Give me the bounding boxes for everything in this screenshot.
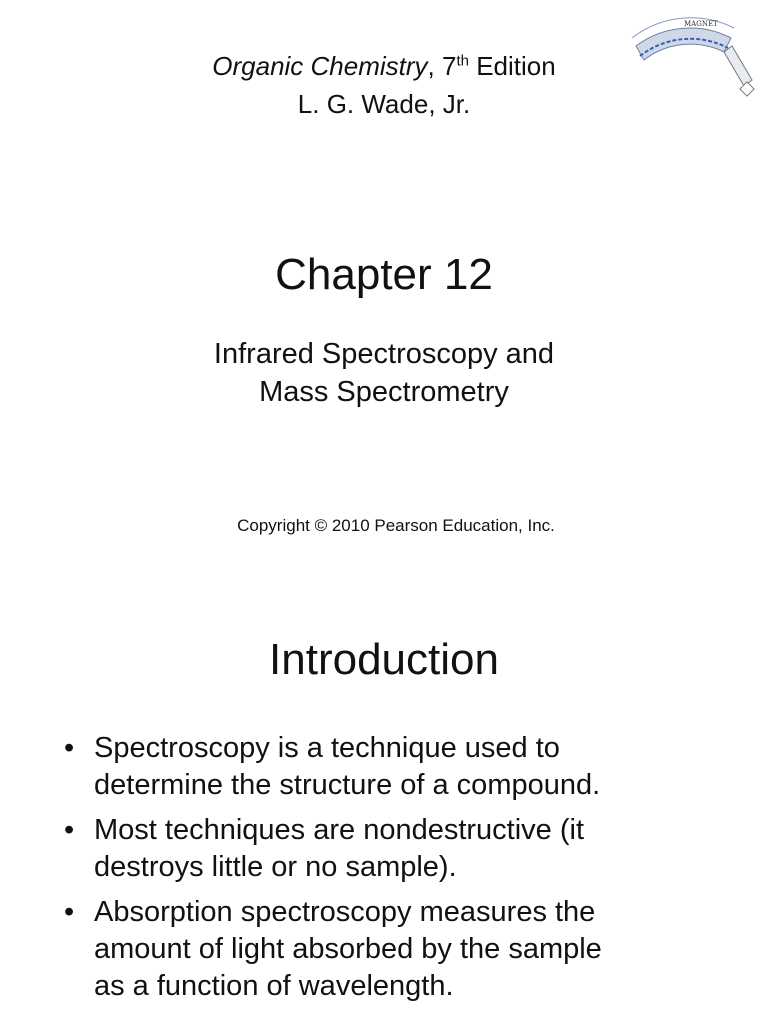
chapter-heading: Chapter 12 bbox=[275, 250, 493, 299]
tube bbox=[724, 46, 752, 86]
author: L. G. Wade, Jr. bbox=[297, 89, 471, 119]
chapter-subtitle bbox=[0, 335, 768, 411]
bullet-line: Most techniques are nondestructive (it bbox=[94, 814, 585, 846]
bullet-marker: • bbox=[64, 732, 75, 764]
bullet-line: amount of light absorbed by the sample bbox=[94, 933, 602, 965]
bullet-marker: • bbox=[64, 814, 75, 846]
detector bbox=[740, 82, 754, 96]
slide-title: Introduction bbox=[269, 635, 499, 684]
bullet-line: Spectroscopy is a technique used to bbox=[94, 732, 560, 764]
bullet-item bbox=[60, 730, 740, 804]
bullet-marker: • bbox=[64, 896, 75, 928]
mass-spectrometer-magnet-logo bbox=[626, 8, 766, 108]
bullet-item bbox=[60, 812, 740, 886]
bullet-item bbox=[60, 894, 740, 1005]
bullet-list bbox=[60, 730, 740, 1013]
bullet-line: destroys little or no sample). bbox=[94, 851, 457, 883]
edition-separator: , 7 bbox=[427, 51, 457, 81]
bullet-line: determine the structure of a compound. bbox=[94, 769, 601, 801]
magnet-label: MAGNET bbox=[684, 20, 718, 28]
book-title: Organic Chemistry bbox=[212, 51, 428, 81]
bullet-line: Absorption spectroscopy measures the bbox=[94, 896, 596, 928]
subtitle-line-2: Mass Spectrometry bbox=[259, 376, 509, 408]
edition-superscript: th bbox=[456, 52, 469, 70]
bullet-line: as a function of wavelength. bbox=[94, 970, 454, 1002]
subtitle-line-1: Infrared Spectroscopy and bbox=[213, 338, 555, 370]
introduction-slide bbox=[0, 580, 768, 1024]
edition-word: Edition bbox=[468, 51, 556, 81]
copyright-notice: Copyright © 2010 Pearson Education, Inc. bbox=[237, 516, 555, 535]
